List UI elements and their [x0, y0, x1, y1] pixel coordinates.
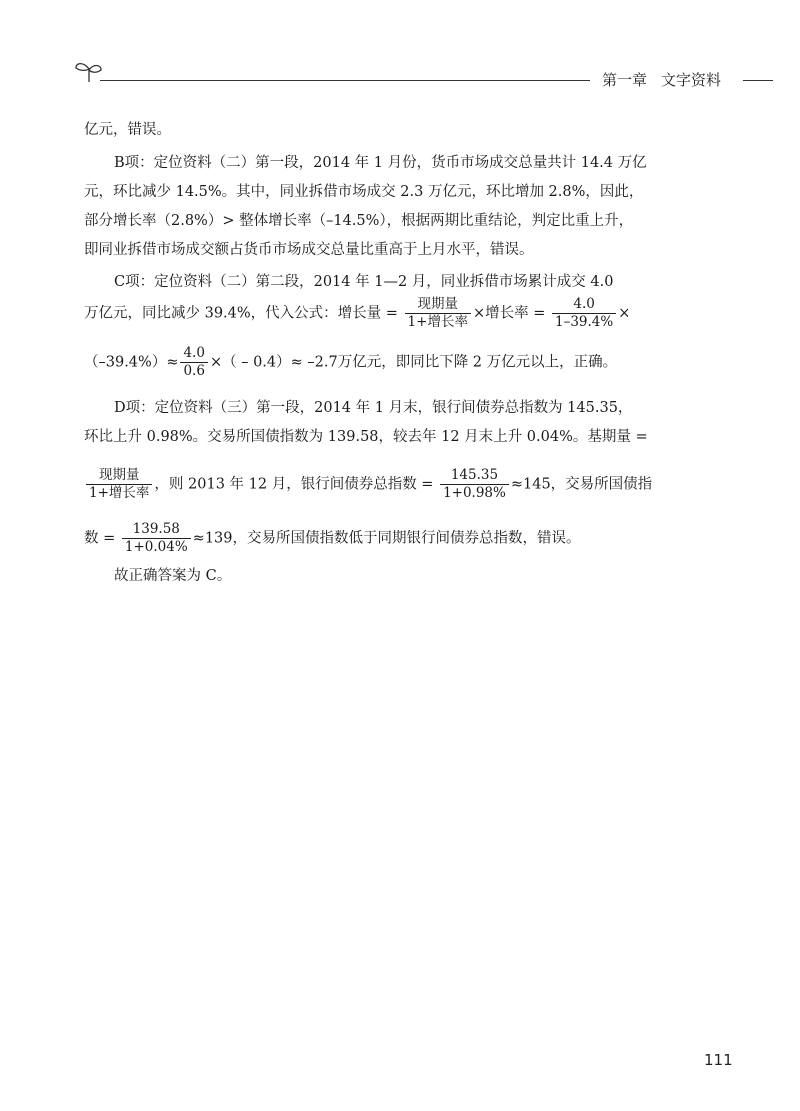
- fraction: [180, 345, 207, 380]
- numerator: 现期量: [405, 296, 471, 314]
- option-d-line: 环比上升 0.98%。交易所国债指数为 139.58，较去年 12 月末上升 0.04%。基期量 =: [84, 429, 648, 445]
- fraction: [405, 296, 471, 331]
- formula-text: 数 =: [84, 530, 116, 547]
- option-d-formula-line: [84, 467, 652, 502]
- option-b-line: 部分增长率（2.8%）> 整体增长率（–14.5%），根据两期比重结论，判定比重上升，: [84, 213, 634, 229]
- formula-text: （–39.4%）≈: [84, 354, 179, 371]
- fraction: [86, 467, 152, 502]
- text-line: 亿元，错误。: [84, 122, 171, 138]
- header-rule-tail: [743, 80, 773, 81]
- option-c-line: C项：定位资料（二）第二段，2014 年 1—2 月，同业拆借市场累计成交 4.0: [114, 274, 614, 290]
- fraction: [440, 467, 509, 502]
- chapter-section: 文字资料: [661, 71, 722, 89]
- header-rule: [100, 80, 590, 81]
- option-c-formula-line: [84, 345, 617, 380]
- formula-text: ×（ – 0.4）≈ –2.7万亿元，即同比下降 2 万亿元以上，正确。: [209, 354, 618, 371]
- formula-text: ≈139，交易所国债指数低于同期银行间债券总指数，错误。: [192, 530, 581, 547]
- numerator: 4.0: [180, 345, 207, 363]
- denominator: 1+增长率: [89, 485, 150, 501]
- formula-text: ×: [618, 305, 631, 322]
- numerator: 现期量: [86, 467, 152, 485]
- formula-text: ，则 2013 年 12 月，银行间债券总指数 =: [154, 476, 434, 493]
- denominator: 1+0.04%: [124, 539, 188, 555]
- denominator: 1+0.98%: [443, 485, 506, 501]
- option-d-line: D项：定位资料（三）第一段，2014 年 1 月末，银行间债券总指数为 145.35，: [114, 400, 633, 416]
- formula-text: ×增长率 =: [472, 305, 546, 322]
- option-d-formula-line: [84, 521, 581, 556]
- option-b-line: B项：定位资料（二）第一段，2014 年 1 月份，货币市场成交总量共计 14.4 万亿: [114, 155, 647, 171]
- fraction: [552, 296, 616, 331]
- numerator: 145.35: [440, 467, 509, 485]
- formula-text: ≈145，交易所国债指: [510, 476, 653, 493]
- option-c-formula-line: [84, 296, 630, 331]
- answer-line: 故正确答案为 C。: [114, 568, 232, 584]
- denominator: 0.6: [183, 363, 205, 379]
- chapter-heading: [602, 69, 721, 90]
- denominator: 1+增长率: [407, 314, 468, 330]
- option-b-line: 元，环比减少 14.5%。其中，同业拆借市场成交 2.3 万亿元，环比增加 2.8%，因此，: [84, 184, 644, 200]
- formula-text: 万亿元，同比减少 39.4%，代入公式：增长量 =: [84, 305, 398, 322]
- numerator: 139.58: [122, 521, 191, 539]
- chapter-number: 第一章: [602, 71, 648, 89]
- numerator: 4.0: [552, 296, 616, 314]
- denominator: 1–39.4%: [554, 314, 614, 330]
- fraction: [122, 521, 191, 556]
- option-b-line: 即同业拆借市场成交额占货币市场成交总量比重高于上月水平，错误。: [84, 242, 534, 258]
- page-number: 111: [704, 1051, 733, 1069]
